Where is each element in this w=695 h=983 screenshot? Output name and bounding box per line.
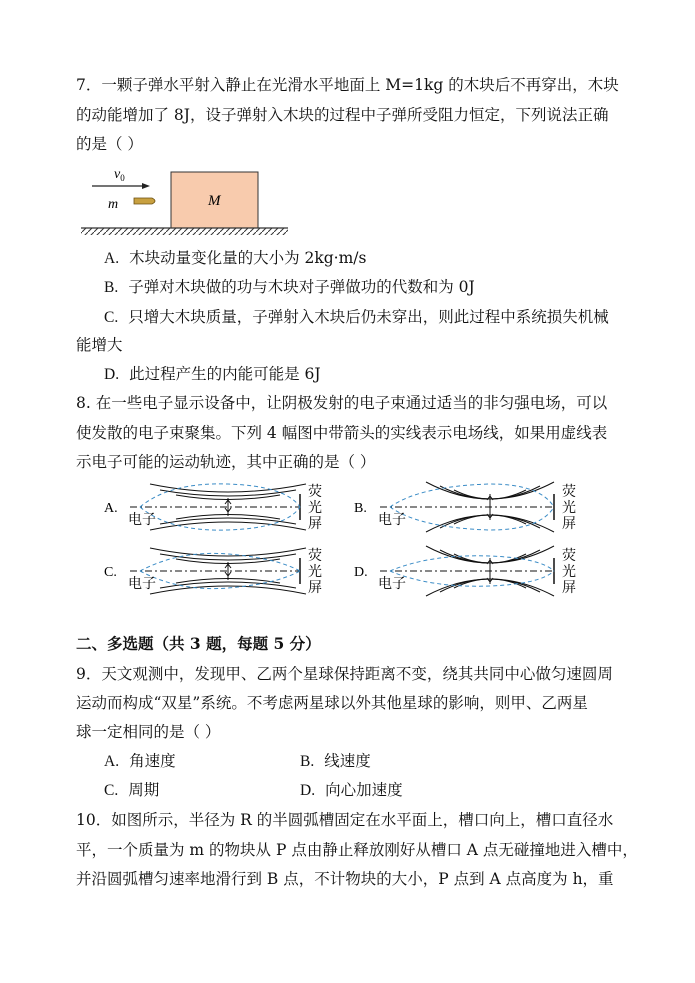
ground-hatch (81, 228, 288, 235)
section-title: 二、多选题（共 3 题，每题 5 分） (76, 634, 321, 653)
bullet-mass-label: m (108, 197, 119, 212)
svg-text:光: 光 (308, 500, 322, 516)
svg-text:荧: 荧 (562, 484, 576, 500)
q8-line-1: 8. 在一些电子显示设备中，让阴极发射的电子束通过适当的非匀强电场，可以 (76, 394, 608, 412)
velocity-arrowhead (142, 183, 150, 189)
q8-line-2: 使发散的电子束聚集。下列 4 幅图中带箭头的实线表示电场线，如果用虚线表 (76, 424, 608, 442)
panel-letter: C. (104, 565, 117, 580)
q7-line-1: 7．一颗子弹水平射入静止在光滑水平地面上 M=1kg 的木块后不再穿出，木块 (76, 76, 619, 94)
q7-line-3: 的是（ ） (76, 135, 143, 153)
q9-line-3: 球一定相同的是（ ） (76, 723, 221, 741)
q8-panel-b[interactable] (350, 476, 590, 538)
q9-line-2: 运动而构成“双星”系统。不考虑两星球以外其他星球的影响，则甲、乙两星 (76, 694, 588, 712)
electron-label: 电子 (128, 512, 156, 528)
q9-option-c[interactable]: C. 周期 (104, 781, 160, 799)
svg-text:屏: 屏 (308, 516, 322, 532)
q7-option-d[interactable]: D. 此过程产生的内能可能是 6J (104, 365, 321, 383)
svg-text:荧: 荧 (562, 548, 576, 564)
q7-option-a[interactable]: A. 木块动量变化量的大小为 2kg·m/s (104, 249, 367, 267)
panel-letter: A. (104, 501, 118, 516)
svg-text:光: 光 (562, 500, 576, 516)
block-mass-label: M (208, 193, 221, 209)
electron-label: 电子 (128, 576, 156, 592)
q7-block-figure (76, 160, 296, 240)
svg-text:荧: 荧 (308, 548, 322, 564)
q10-line-2: 平，一个质量为 m 的物块从 P 点由静止释放刚好从槽口 A 点无碰撞地进入槽中， (76, 841, 638, 859)
electron-path (390, 556, 554, 571)
electron-label: 电子 (378, 512, 406, 528)
bullet (134, 198, 155, 204)
q9-option-d[interactable]: D. 向心加速度 (300, 781, 403, 799)
svg-text:屏: 屏 (562, 580, 576, 596)
q10-line-3: 并沿圆弧槽匀速率地滑行到 B 点，不计物块的大小，P 点到 A 点高度为 h，重 (76, 870, 614, 888)
svg-text:荧: 荧 (308, 484, 322, 500)
q8-panel-a[interactable] (100, 476, 340, 538)
svg-text:屏: 屏 (562, 516, 576, 532)
q9-option-b[interactable]: B. 线速度 (300, 752, 371, 770)
q7-option-b[interactable]: B. 子弹对木块做的功与木块对子弹做功的代数和为 0J (104, 278, 475, 296)
svg-text:光: 光 (562, 564, 576, 580)
electron-label: 电子 (378, 576, 406, 592)
q10-line-1: 10．如图所示，半径为 R 的半圆弧槽固定在水平面上，槽口向上，槽口直径水 (76, 811, 614, 829)
q8-panel-c[interactable] (100, 540, 340, 602)
panel-letter: B. (354, 501, 367, 516)
q7-line-2: 的动能增加了 8J，设子弹射入木块的过程中子弹所受阻力恒定，下列说法正确 (76, 106, 609, 124)
panel-letter: D. (354, 565, 368, 580)
q8-line-3: 示电子可能的运动轨迹，其中正确的是（ ） (76, 453, 376, 471)
svg-text:屏: 屏 (308, 580, 322, 596)
electron-path (390, 484, 554, 507)
q8-panel-d[interactable] (350, 540, 590, 602)
q7-option-c-continued: 能增大 (76, 336, 123, 354)
svg-text:光: 光 (308, 564, 322, 580)
q7-option-c[interactable]: C. 只增大木块质量，子弹射入木块后仍未穿出，则此过程中系统损失机械 (104, 308, 609, 326)
velocity-label: $v_0$ (114, 167, 125, 183)
q9-option-a[interactable]: A. 角速度 (104, 752, 176, 770)
q9-line-1: 9．天文观测中，发现甲、乙两个星球保持距离不变，绕其共同中心做匀速圆周 (76, 665, 613, 683)
